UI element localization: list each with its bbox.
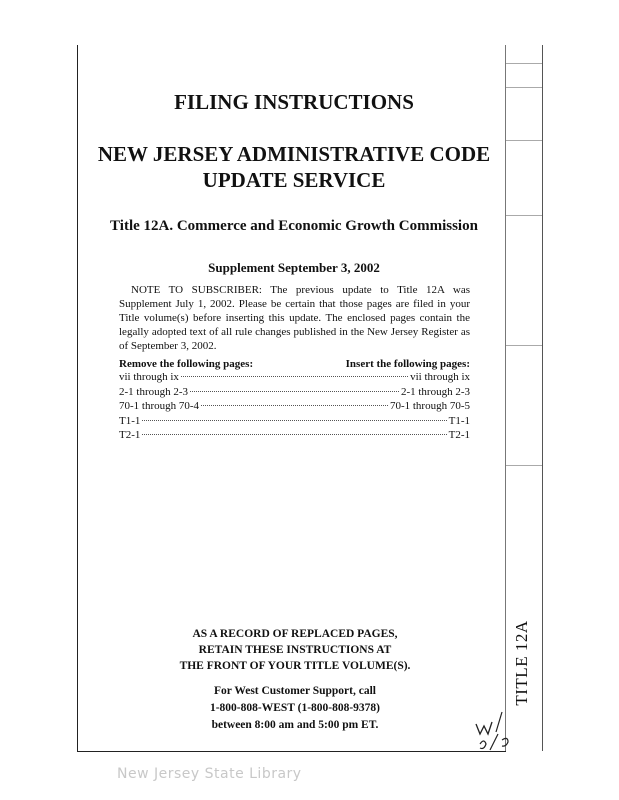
insert-range: T2-1 — [448, 429, 470, 441]
table-row — [119, 399, 470, 414]
table-row — [119, 385, 470, 400]
dot-leader — [142, 420, 446, 421]
table-row — [119, 428, 470, 443]
support-hours: between 8:00 am and 5:00 pm ET. — [211, 719, 379, 731]
support-phone: 1-800-808-WEST (1-800-808-9378) — [209, 702, 381, 714]
dot-leader — [181, 376, 408, 377]
dot-leader — [190, 391, 399, 392]
record-line1: AS A RECORD OF REPLACED PAGES, — [192, 628, 398, 640]
record-line2: RETAIN THESE INSTRUCTIONS AT — [198, 644, 392, 656]
subscriber-note: NOTE TO SUBSCRIBER: The previous update to Title 12A was Supplement July 1, 2002. Please be certain that those pages are filed in your Title volume(s) before inserting this update. The enclosed pages contain the legally adopted text of all rule changes published in the New Jersey Register as of September 3, 2002. — [119, 284, 470, 352]
remove-range: T1-1 — [119, 414, 141, 427]
code-heading-line1: NEW JERSEY ADMINISTRATIVE CODE — [97, 142, 491, 166]
remove-range: 70-1 through 70-4 — [119, 400, 200, 412]
insert-range: 70-1 through 70-5 — [389, 400, 470, 412]
remove-range: T2-1 — [119, 429, 141, 441]
remove-pages-header: Remove the following pages: — [119, 358, 254, 370]
pages-table — [119, 370, 470, 443]
title-tab-label: TITLE 12A — [512, 620, 531, 706]
title-name: Title 12A. Commerce and Economic Growth Commission — [110, 218, 478, 234]
insert-range: T1-1 — [448, 414, 470, 427]
pages-table-header — [119, 358, 470, 370]
page-title: FILING INSTRUCTIONS — [174, 90, 414, 114]
code-heading-line2: UPDATE SERVICE — [202, 168, 386, 192]
insert-pages-header: Insert the following pages: — [345, 358, 470, 370]
dot-leader — [142, 434, 446, 435]
record-instructions — [140, 626, 450, 674]
table-row — [119, 370, 470, 385]
remove-range: vii through ix — [119, 371, 179, 383]
library-watermark: New Jersey State Library — [117, 766, 302, 782]
record-line3: THE FRONT OF YOUR TITLE VOLUME(S). — [179, 660, 411, 672]
insert-range: vii through ix — [410, 371, 470, 383]
table-row — [119, 414, 470, 429]
dot-leader — [201, 405, 388, 406]
remove-range: 2-1 through 2-3 — [119, 385, 189, 398]
insert-range: 2-1 through 2-3 — [400, 385, 470, 398]
handwritten-initials-mark — [472, 704, 524, 756]
support-line1: For West Customer Support, call — [214, 685, 376, 697]
customer-support — [150, 683, 440, 734]
supplement-date: Supplement September 3, 2002 — [208, 260, 380, 275]
code-heading — [90, 141, 498, 193]
